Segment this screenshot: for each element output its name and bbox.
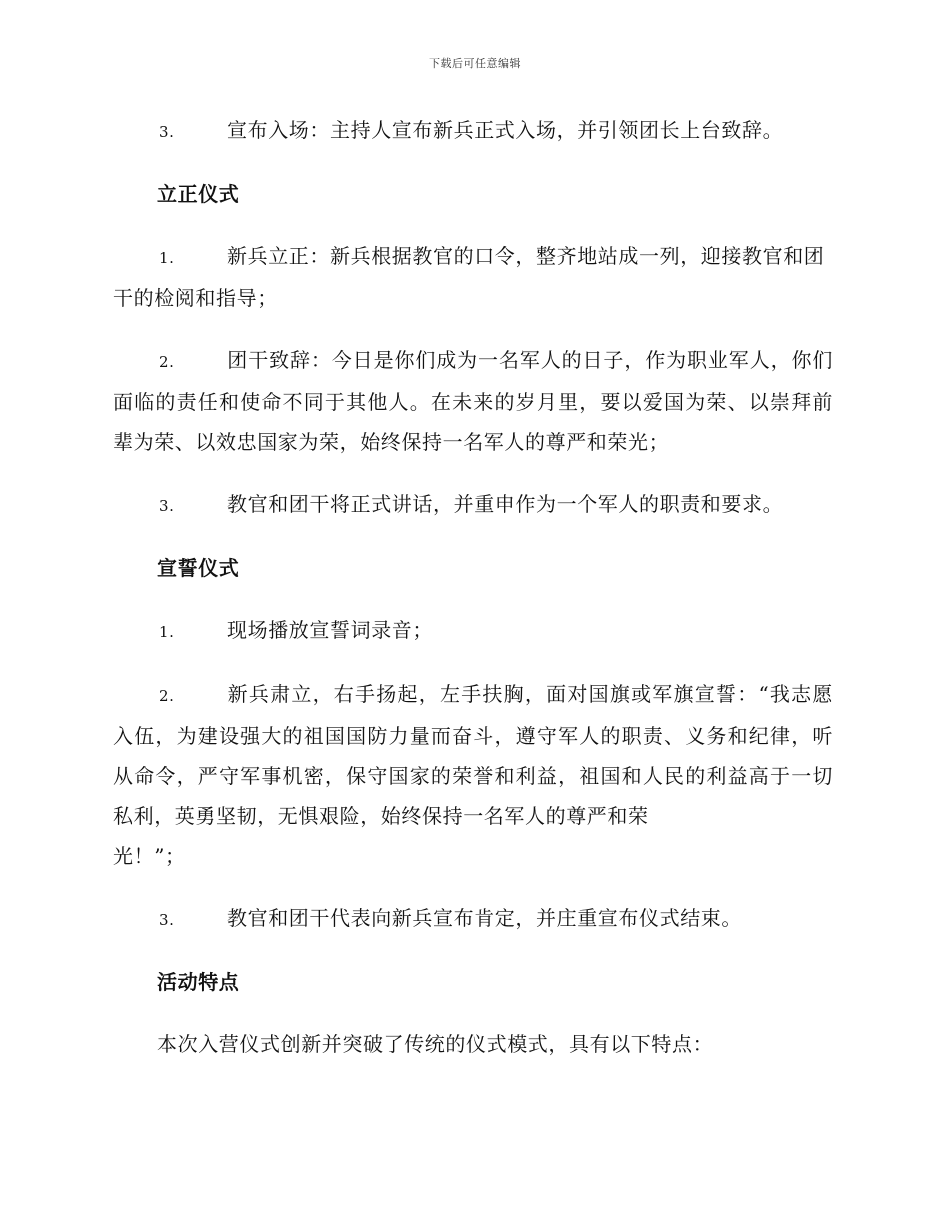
list-item: [113, 674, 833, 876]
list-item: [113, 340, 833, 462]
list-number: 3.: [159, 497, 175, 515]
section-heading-xuanshi: 宣誓仪式: [157, 556, 240, 580]
list-item: [113, 898, 833, 940]
list-text: 宣布入场：主持人宣布新兵正式入场，并引领团长上台致辞。: [227, 118, 784, 142]
list-number: 2.: [159, 687, 175, 705]
list-number: 1.: [159, 623, 175, 641]
header-note: 下载后可任意编辑: [429, 57, 521, 70]
list-item: [113, 610, 833, 652]
list-number: 3.: [159, 123, 175, 141]
list-text: 新兵肃立，右手扬起，左手扶胸，面对国旗或军旗宣誓：“我志愿入伍，为建设强大的祖国国防力量而奋斗，遵守军人的职责、义务和纪律，听从命令，严守军事机密，保守国家的荣誉和利益，祖国和人民的利益高于一切私利，英勇坚韧，无惧艰险，始终保持一名军人的尊严和荣: [113, 682, 833, 828]
body-paragraph: 本次入营仪式创新并突破了传统的仪式模式，具有以下特点：: [157, 1032, 714, 1056]
list-text: 现场播放宣誓词录音；: [227, 618, 433, 642]
list-item: [113, 110, 833, 152]
list-item: [113, 484, 833, 526]
list-number: 3.: [159, 911, 175, 929]
list-item: [113, 236, 833, 318]
list-number: 1.: [159, 249, 175, 267]
list-text: 团干致辞：今日是你们成为一名军人的日子，作为职业军人，你们面临的责任和使命不同于其他人。在未来的岁月里，要以爱国为荣、以崇拜前辈为荣、以效忠国家为荣，始终保持一名军人的尊严和荣光；: [113, 348, 833, 454]
list-text: 新兵立正：新兵根据教官的口令，整齐地站成一列，迎接教官和团干的检阅和指导；: [113, 244, 825, 310]
document-body: [113, 110, 833, 1064]
list-text-tail: 光！”；: [113, 844, 186, 868]
section-heading-tedian: 活动特点: [157, 970, 240, 994]
list-text: 教官和团干代表向新兵宣布肯定，并庄重宣布仪式结束。: [227, 906, 742, 930]
list-text: 教官和团干将正式讲话，并重申作为一个军人的职责和要求。: [227, 492, 784, 516]
section-heading-lizheng: 立正仪式: [157, 182, 240, 206]
list-number: 2.: [159, 353, 175, 371]
